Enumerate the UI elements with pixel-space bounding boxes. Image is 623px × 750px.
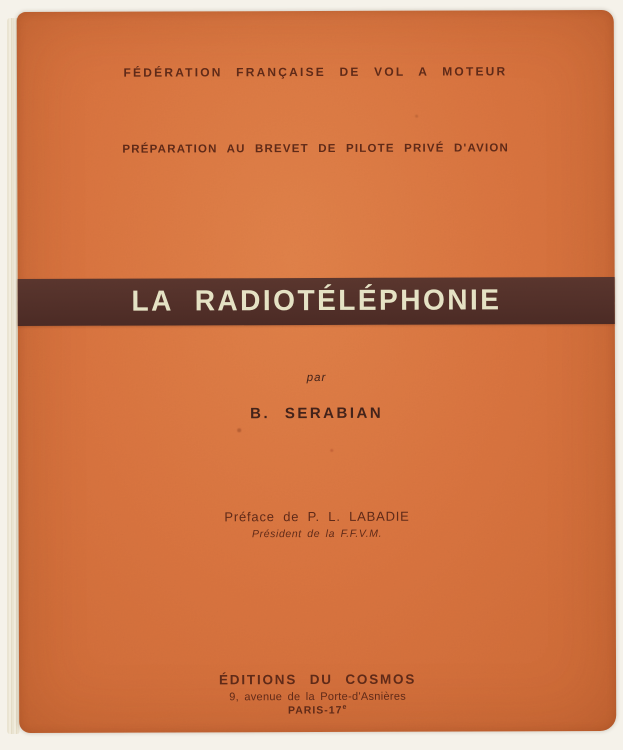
book-title: LA RADIOTÉLÉPHONIE [131,284,502,318]
preface-role-line: Président de la F.F.V.M. [251,527,383,541]
book-cover [17,10,617,733]
publisher-city [19,703,616,718]
publisher-city-superscript: e [342,703,348,711]
stain-speck [415,115,418,118]
stain-speck [237,428,241,432]
federation-line: FÉDÉRATION FRANÇAISE DE VOL A MOTEUR [123,64,508,80]
title-band [18,277,615,326]
stain-speck [330,449,333,452]
author-name: B. SERABIAN [250,404,384,423]
publisher-address: 9, avenue de la Porte-d'Asnières [229,690,407,703]
preface-line: Préface de P. L. LABADIE [224,508,410,525]
publisher-city-text: PARIS-17 [287,704,343,717]
publisher-name: ÉDITIONS DU COSMOS [218,671,417,688]
byline-par: par [306,371,327,385]
preparation-line: PRÉPARATION AU BREVET DE PILOTE PRIVÉ D'AVION [122,142,510,156]
